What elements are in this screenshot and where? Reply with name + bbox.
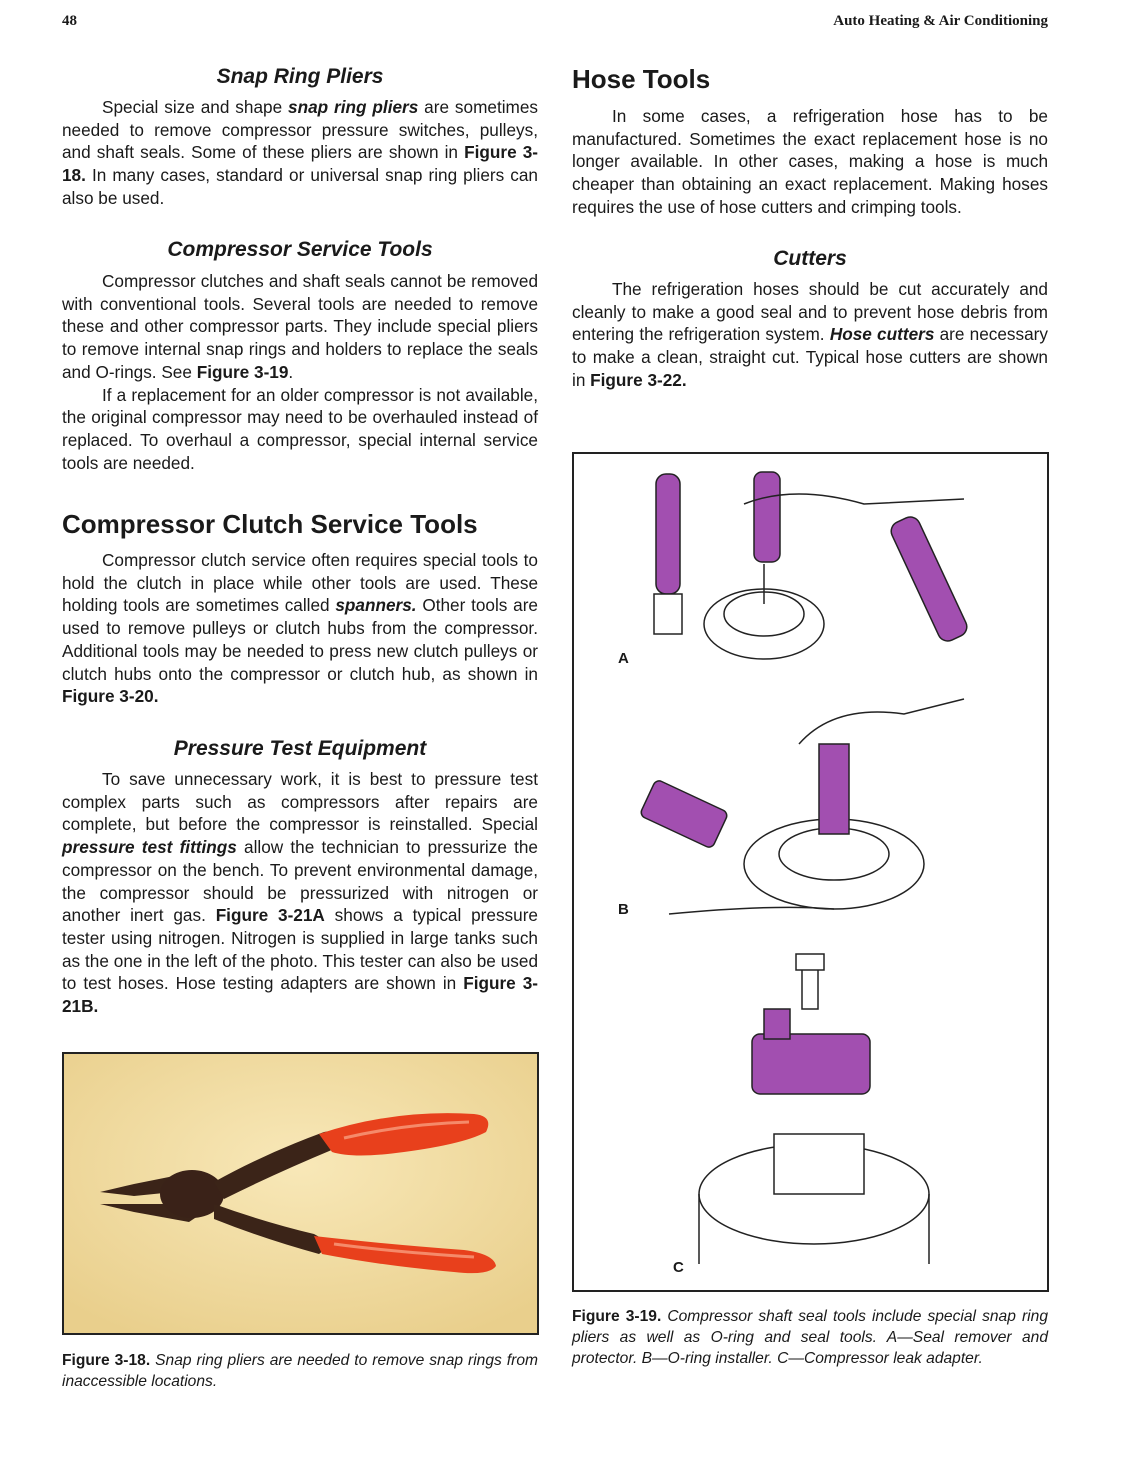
paragraph (62, 768, 538, 1018)
snap-ring-pliers-image (64, 1054, 537, 1333)
heading-hose-tools: Hose Tools (572, 64, 711, 94)
figure-label: Figure 3-18. (62, 1352, 151, 1369)
emphasized-term: Figure 3-22. (590, 369, 687, 390)
emphasized-term: Figure 3-19 (196, 361, 289, 382)
emphasized-term: Figure 3-18. (62, 142, 539, 186)
heading-compressor-service-tools: Compressor Service Tools (167, 238, 433, 261)
text-run: Special size and shape (102, 97, 289, 117)
text-run: In many cases, standard or universal snap ring pliers can also be used. (62, 165, 538, 208)
cutters-text (572, 278, 1048, 392)
figure-3-18-photo (62, 1052, 539, 1335)
paragraph (62, 384, 538, 475)
paragraph (62, 270, 538, 384)
emphasized-term: Hose cutters (829, 324, 935, 345)
text-run: Compressor clutches and shaft seals cannot be removed with conventional tools. Several tools are needed to remove these and other compressor parts. They include special pliers to remove internal snap rings and holders to replace the seals and O-rings. See (62, 271, 538, 382)
emphasized-term: Figure 3-20. (62, 686, 159, 707)
figure-3-18-caption (62, 1350, 538, 1392)
emphasized-term: Figure 3-21A (215, 905, 325, 926)
figure-label: Figure 3-19. (572, 1308, 662, 1325)
panel-c-drawing (699, 954, 929, 1264)
heading-compressor-clutch-service-tools: Compressor Clutch Service Tools (62, 509, 478, 539)
text-run: shows a typical pressure tester using nitrogen. Nitrogen is supplied in large tanks such as the one in the left of the photo. This tester can also be used to test hoses. Hose testing adapters are shown in (62, 905, 538, 994)
text-run: The refrigeration hoses should be cut accurately and cleanly to make a good seal and to prevent hose debris from entering the refrigeration system. (572, 279, 1048, 345)
emphasized-term: Figure 3-21B. (62, 973, 539, 1017)
text-run: are necessary to make a clean, straight cut. Typical hose cutters are shown in (572, 324, 1048, 390)
seal-tools-illustration (574, 454, 1047, 1290)
paragraph (62, 96, 538, 210)
paragraph (572, 105, 1048, 219)
emphasized-term: snap ring pliers (288, 97, 419, 117)
panel-label-b: B (618, 901, 629, 918)
emphasized-term: spanners. (335, 595, 417, 616)
text-run: allow the technician to pressurize the compressor on the bench. To prevent environmental damage, the compressor should be pressurized with nitrogen or another inert gas. (62, 837, 538, 926)
panel-a-drawing (654, 472, 970, 659)
text-run: If a replacement for an older compressor is not available, the original compressor may need to be overhauled instead of replaced. To overhaul a compressor, special internal service tools are needed. (62, 384, 538, 473)
panel-b-drawing (639, 699, 964, 914)
heading-snap-ring-pliers: Snap Ring Pliers (216, 65, 384, 88)
snap-ring-text (62, 96, 538, 210)
text-run: To save unnecessary work, it is best to pressure test complex parts such as compressors after repairs are complete, but before the compressor is reinstalled. Special (62, 769, 538, 835)
figure-3-19-drawing (572, 452, 1049, 1292)
panel-label-a: A (618, 650, 629, 667)
paragraph (572, 278, 1048, 392)
page-number: 48 (62, 13, 77, 29)
clutch-service-text (62, 549, 538, 708)
emphasized-term: pressure test fittings (62, 837, 237, 858)
text-run: are sometimes needed to remove compressor pressure switches, pulleys, and shaft seals. Some of these pliers are shown in (62, 97, 539, 163)
hose-tools-text (572, 105, 1048, 219)
running-header: Auto Heating & Air Conditioning (833, 13, 1048, 29)
text-run: In some cases, a refrigeration hose has to be manufactured. Sometimes the exact replacement hose is no longer available. In other cases, making a hose is much cheaper than obtaining an exact replacement. Making hoses requires the use of hose cutters and crimping tools. (572, 106, 1048, 217)
heading-pressure-test-equipment: Pressure Test Equipment (173, 737, 427, 760)
caption-text: Compressor shaft seal tools include special snap ring pliers as well as O-ring and seal tools. A—Seal remover and protector. B—O-ring installer. C—Compressor leak adapter. (572, 1308, 1048, 1367)
pressure-test-text (62, 768, 538, 1018)
text-run: Compressor clutch service often requires special tools to hold the clutch in place while other tools are used. These holding tools are sometimes called (62, 550, 538, 616)
panel-label-c: C (673, 1259, 684, 1276)
text-run: Other tools are used to remove pulleys or clutch hubs from the compressor. Additional tools may be needed to press new clutch pulleys or clutch hubs onto the compressor or clutch hub, as shown in (62, 595, 538, 684)
compressor-service-text (62, 270, 538, 474)
figure-3-19-caption (572, 1306, 1048, 1369)
text-run: . (288, 361, 294, 382)
caption-text: Snap ring pliers are needed to remove snap rings from inaccessible locations. (62, 1352, 538, 1390)
heading-cutters: Cutters (773, 247, 847, 270)
paragraph (62, 549, 538, 708)
